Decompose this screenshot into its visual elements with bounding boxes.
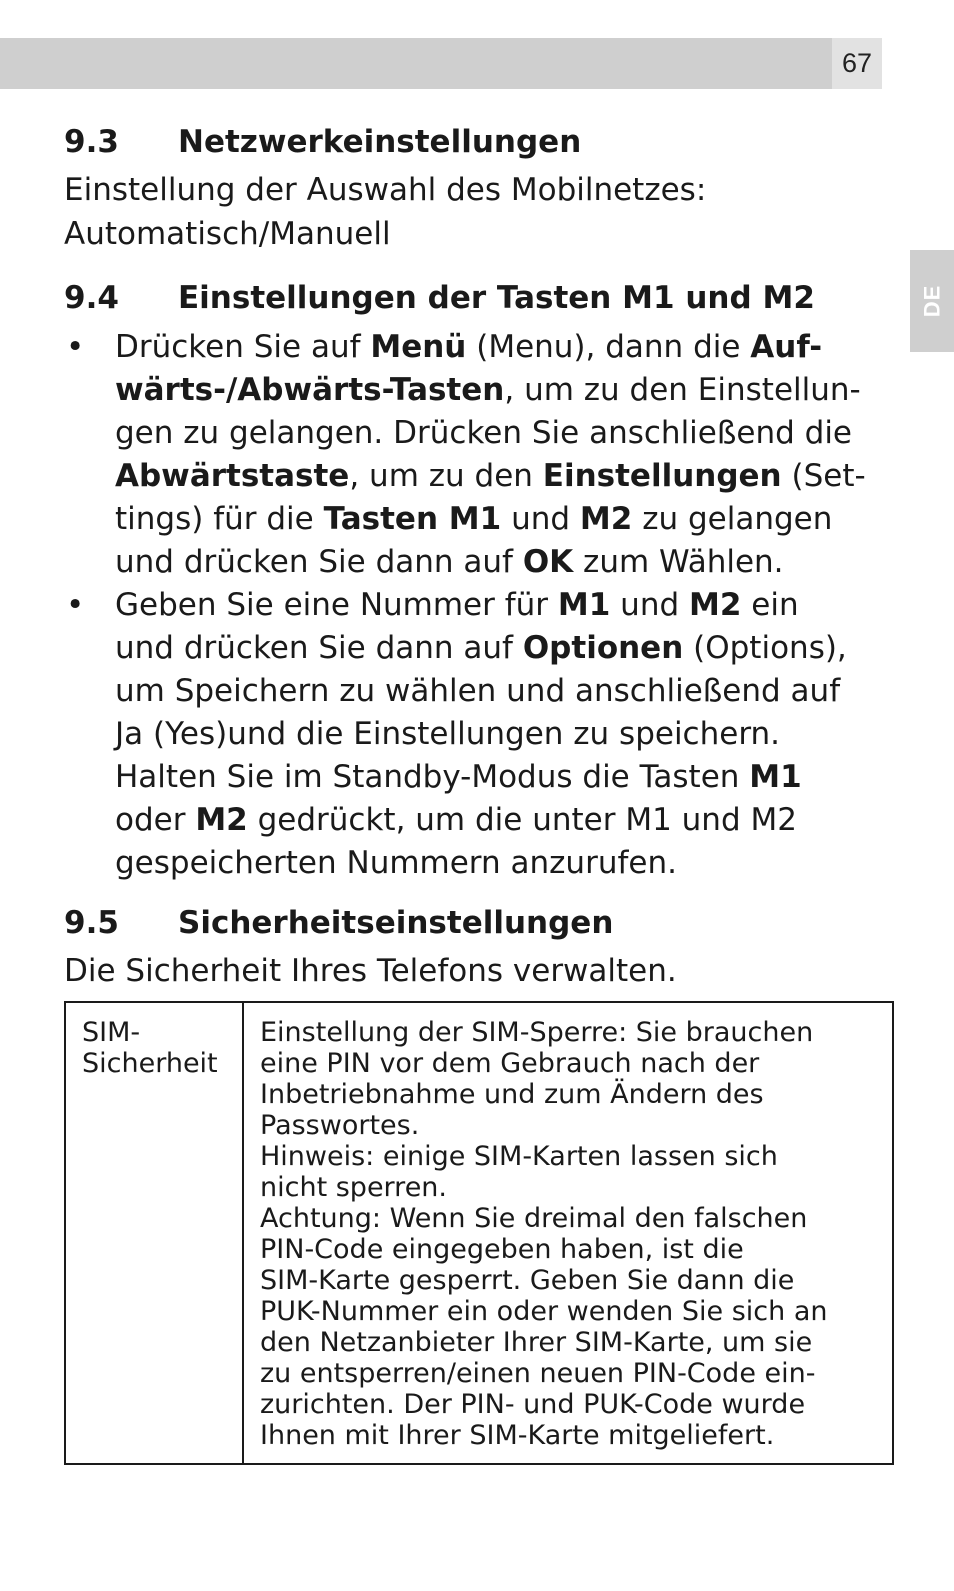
section-number: 9.5: [64, 905, 119, 941]
bullet-line: [115, 584, 894, 627]
bullet-item: [64, 584, 894, 885]
table-key-line: SIM-: [82, 1017, 141, 1048]
bold-text: Optionen: [522, 630, 684, 666]
header-bar: [0, 38, 832, 89]
bullet-line: [115, 713, 894, 756]
text-run: zu gelangen: [632, 501, 833, 537]
table-value-line: SIM-Karte gesperrt. Geben Sie dann die: [260, 1265, 795, 1296]
table-value-line: nicht sperren.: [260, 1172, 447, 1203]
paragraph-line: Die Sicherheit Ihres Telefons verwalten.: [64, 953, 677, 989]
table-key-cell: [65, 1002, 243, 1464]
text-run: zum Wählen.: [573, 544, 784, 580]
section-number: 9.4: [64, 280, 119, 316]
text-run: tings) für die: [115, 501, 324, 537]
text-run: Halten Sie im Standby-Modus die Tasten: [115, 759, 750, 795]
bullet-icon: •: [66, 329, 85, 365]
paragraph-line: Einstellung der Auswahl des Mobilnetzes:: [64, 172, 707, 208]
text-run: um Speichern zu wählen und anschließend auf: [115, 673, 841, 709]
bullet-line: [115, 498, 894, 541]
text-run: und drücken Sie dann auf: [115, 544, 523, 580]
section-heading-9-3: [64, 120, 894, 164]
table-value-line: Einstellung der SIM-Sperre: Sie brauchen: [260, 1017, 814, 1048]
table-value-line: eine PIN vor dem Gebrauch nach der: [260, 1048, 760, 1079]
text-run: und: [610, 587, 689, 623]
text-run: (Options),: [683, 630, 847, 666]
section-title: Sicherheitseinstellungen: [178, 905, 614, 941]
text-run: gedrückt, um die unter M1 und M2: [247, 802, 797, 838]
section-number: 9.3: [64, 124, 119, 160]
text-run: ein: [741, 587, 799, 623]
table-value-line: PIN-Code eingegeben haben, ist die: [260, 1234, 744, 1265]
text-run: (Set-: [781, 458, 866, 494]
text-run: , um zu den: [349, 458, 543, 494]
bullet-line: [115, 670, 894, 713]
bold-text: Tasten M1: [323, 501, 502, 537]
section-heading-9-4: [64, 276, 894, 320]
bullet-line: [115, 756, 894, 799]
page-content: [64, 120, 894, 1465]
table-row: [65, 1002, 893, 1464]
bullet-list: [64, 326, 894, 885]
bold-text: M1: [749, 759, 802, 795]
bullet-line: [115, 627, 894, 670]
bold-text: M2: [689, 587, 742, 623]
text-run: Drücken Sie auf: [115, 329, 371, 365]
text-run: und: [501, 501, 580, 537]
table-value-line: Passwortes.: [260, 1110, 420, 1141]
language-tab-label: DE: [919, 284, 944, 318]
text-run: gespeicherten Nummern anzurufen.: [115, 845, 677, 881]
bold-text: Auf-: [750, 329, 823, 365]
table-value-line: Ihnen mit Ihrer SIM-Karte mitgeliefert.: [260, 1420, 775, 1451]
text-run: (Menu), dann die: [466, 329, 751, 365]
bold-text: Menü: [370, 329, 467, 365]
text-run: und drücken Sie dann auf: [115, 630, 523, 666]
section-heading-9-5: [64, 901, 894, 945]
table-value-line: Inbetriebnahme und zum Ändern des: [260, 1079, 764, 1110]
bold-text: M1: [557, 587, 611, 623]
table-value-line: zu entsperren/einen neuen PIN-Code ein-: [260, 1358, 816, 1389]
text-run: gen zu gelangen. Drücken Sie anschließend die: [115, 415, 853, 451]
bullet-line: [115, 799, 894, 842]
bold-text: Abwärtstaste: [115, 458, 350, 494]
bullet-icon: •: [66, 587, 85, 623]
paragraph-line: Automatisch/Manuell: [64, 216, 391, 252]
table-value-line: PUK-Nummer ein oder wenden Sie sich an: [260, 1296, 828, 1327]
text-run: oder: [115, 802, 196, 838]
bold-text: Einstellungen: [542, 458, 782, 494]
table-value-line: zurichten. Der PIN- und PUK-Code wurde: [260, 1389, 806, 1420]
security-table: [64, 1001, 894, 1465]
section-9-5-paragraph: [64, 949, 894, 993]
bullet-line: [115, 842, 894, 885]
bold-text: M2: [195, 802, 248, 838]
table-value-line: Achtung: Wenn Sie dreimal den falschen: [260, 1203, 808, 1234]
section-title: Netzwerkeinstellungen: [178, 124, 582, 160]
bullet-line: [115, 541, 894, 584]
text-run: Geben Sie eine Nummer für: [115, 587, 558, 623]
bullet-item: [64, 326, 894, 584]
bullet-line: [115, 326, 894, 369]
bold-text: wärts-/Abwärts-Tasten: [115, 372, 505, 408]
language-tab: [910, 250, 954, 352]
text-run: Ja (Yes)und die Einstellungen zu speichern.: [115, 716, 781, 752]
table-value-cell: [243, 1002, 893, 1464]
bold-text: M2: [579, 501, 633, 537]
section-9-3-paragraph: [64, 168, 894, 256]
table-value-line: Hinweis: einige SIM-Karten lassen sich: [260, 1141, 778, 1172]
table-value-line: den Netzanbieter Ihrer SIM-Karte, um sie: [260, 1327, 813, 1358]
bullet-line: [115, 369, 894, 412]
bold-text: OK: [522, 544, 574, 580]
bullet-line: [115, 455, 894, 498]
bullet-line: [115, 412, 894, 455]
text-run: , um zu den Einstellun-: [504, 372, 861, 408]
section-title: Einstellungen der Tasten M1 und M2: [178, 280, 815, 316]
page-number: 67: [832, 38, 882, 89]
table-key-line: Sicherheit: [82, 1048, 218, 1079]
